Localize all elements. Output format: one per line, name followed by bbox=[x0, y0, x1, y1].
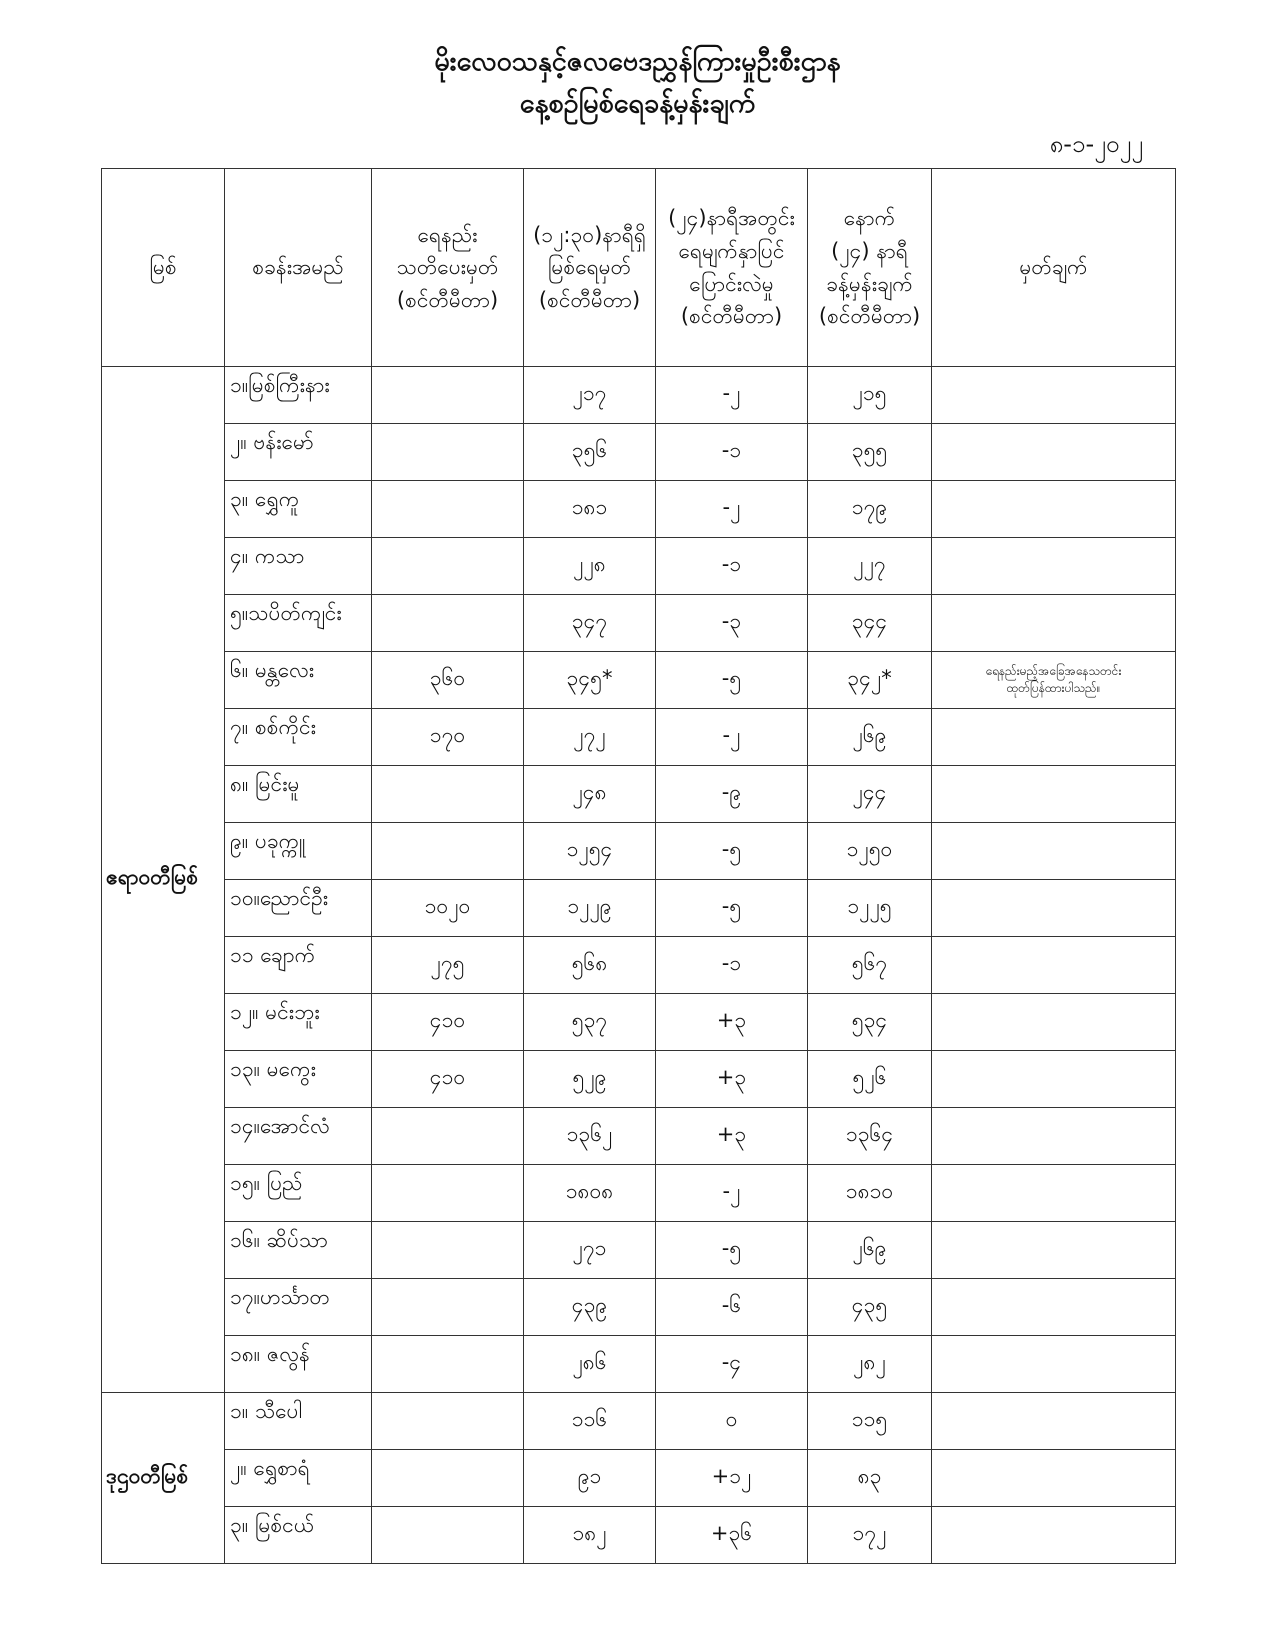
remark bbox=[932, 1222, 1176, 1279]
warning-level: ၂၇၅ bbox=[372, 937, 524, 994]
station-name: ၁၀။ညောင်ဦး bbox=[225, 880, 372, 937]
warning-level bbox=[372, 1336, 524, 1393]
table-row bbox=[102, 1393, 1176, 1450]
warning-level bbox=[372, 1279, 524, 1336]
station-name: ၇။ စစ်ကိုင်း bbox=[225, 709, 372, 766]
remark bbox=[932, 538, 1176, 595]
remark bbox=[932, 1108, 1176, 1165]
remark bbox=[932, 1393, 1176, 1450]
level-change: -၁ bbox=[656, 424, 808, 481]
col-header-remark: မှတ်ချက် bbox=[932, 169, 1176, 367]
remark bbox=[932, 481, 1176, 538]
water-level: ၁၁၆ bbox=[524, 1393, 656, 1450]
water-level: ၁၃၆၂ bbox=[524, 1108, 656, 1165]
water-level: ၁၈၂ bbox=[524, 1507, 656, 1564]
table-row bbox=[102, 1165, 1176, 1222]
level-change: -၅ bbox=[656, 1222, 808, 1279]
level-change: +၃ bbox=[656, 1108, 808, 1165]
table-row bbox=[102, 538, 1176, 595]
remark bbox=[932, 937, 1176, 994]
col-header-forecast: နောက် (၂၄) နာရီ ခန့်မှန်းချက် (စင်တီမီတာ) bbox=[808, 169, 932, 367]
table-row bbox=[102, 994, 1176, 1051]
warning-level bbox=[372, 1222, 524, 1279]
station-name: ၁။ သီပေါ bbox=[225, 1393, 372, 1450]
river-name: ဧရာဝတီမြစ် bbox=[102, 367, 225, 1393]
level-change: -၄ bbox=[656, 1336, 808, 1393]
table-row bbox=[102, 481, 1176, 538]
water-level: ၅၂၉ bbox=[524, 1051, 656, 1108]
warning-level bbox=[372, 1450, 524, 1507]
level-change: +၁၂ bbox=[656, 1450, 808, 1507]
level-change: -၅ bbox=[656, 652, 808, 709]
level-change: +၃၆ bbox=[656, 1507, 808, 1564]
org-title: မိုးလေဝသနှင့်ဇလဗေဒညွှန်ကြားမှုဦးစီးဌာန bbox=[434, 46, 841, 77]
water-level: ၃၄၇ bbox=[524, 595, 656, 652]
table-row bbox=[102, 367, 1176, 424]
station-name: ၁၃။ မကွေး bbox=[225, 1051, 372, 1108]
warning-level bbox=[372, 424, 524, 481]
table-row bbox=[102, 880, 1176, 937]
water-level: ၁၂၂၉ bbox=[524, 880, 656, 937]
remark bbox=[932, 367, 1176, 424]
forecast-level: ၂၁၅ bbox=[808, 367, 932, 424]
warning-level: ၁၀၂၀ bbox=[372, 880, 524, 937]
remark bbox=[932, 766, 1176, 823]
warning-level bbox=[372, 481, 524, 538]
forecast-level: ၁၈၁၀ bbox=[808, 1165, 932, 1222]
remark: ရေနည်းမည့်အခြေအနေသတင်း ထုတ်ပြန်ထားပါသည်။ bbox=[932, 652, 1176, 709]
remark bbox=[932, 1336, 1176, 1393]
table-row bbox=[102, 595, 1176, 652]
forecast-level: ၂၆၉ bbox=[808, 709, 932, 766]
station-name: ၁။မြစ်ကြီးနား bbox=[225, 367, 372, 424]
col-header-station: စခန်းအမည် bbox=[225, 169, 372, 367]
forecast-level: ၃၅၅ bbox=[808, 424, 932, 481]
water-level: ၉၁ bbox=[524, 1450, 656, 1507]
water-level: ၃၄၅* bbox=[524, 652, 656, 709]
forecast-level: ၁၇၂ bbox=[808, 1507, 932, 1564]
table-header-row bbox=[102, 169, 1176, 367]
level-change: -၆ bbox=[656, 1279, 808, 1336]
table-row bbox=[102, 709, 1176, 766]
col-header-water-level: (၁၂:၃၀)နာရီရှိ မြစ်ရေမှတ် (စင်တီမီတာ) bbox=[524, 169, 656, 367]
station-name: ၂။ ရွှေစာရံ bbox=[225, 1450, 372, 1507]
level-change: +၃ bbox=[656, 1051, 808, 1108]
forecast-level: ၈၃ bbox=[808, 1450, 932, 1507]
table-row bbox=[102, 1507, 1176, 1564]
table-row bbox=[102, 1279, 1176, 1336]
table-row bbox=[102, 1051, 1176, 1108]
warning-level bbox=[372, 766, 524, 823]
warning-level bbox=[372, 538, 524, 595]
remark bbox=[932, 1279, 1176, 1336]
remark bbox=[932, 880, 1176, 937]
table-row bbox=[102, 823, 1176, 880]
remark bbox=[932, 994, 1176, 1051]
warning-level bbox=[372, 1165, 524, 1222]
forecast-level: ၅၆၇ bbox=[808, 937, 932, 994]
forecast-level: ၁၂၂၅ bbox=[808, 880, 932, 937]
col-header-change: (၂၄)နာရီအတွင်း ရေမျက်နှာပြင် ပြောင်းလဲမှု (စင်တီမီတာ) bbox=[656, 169, 808, 367]
level-change: -၅ bbox=[656, 823, 808, 880]
water-level: ၁၂၅၄ bbox=[524, 823, 656, 880]
water-level: ၃၅၆ bbox=[524, 424, 656, 481]
remark bbox=[932, 823, 1176, 880]
remark bbox=[932, 1051, 1176, 1108]
warning-level bbox=[372, 823, 524, 880]
station-name: ၃။ ရွှေကူ bbox=[225, 481, 372, 538]
table-row bbox=[102, 652, 1176, 709]
table-row bbox=[102, 1450, 1176, 1507]
water-level: ၂၇၁ bbox=[524, 1222, 656, 1279]
table-row bbox=[102, 1336, 1176, 1393]
table-row bbox=[102, 1222, 1176, 1279]
forecast-level: ၂၂၇ bbox=[808, 538, 932, 595]
forecast-table bbox=[101, 168, 1176, 1564]
forecast-level: ၂၄၄ bbox=[808, 766, 932, 823]
warning-level: ၃၆၀ bbox=[372, 652, 524, 709]
remark bbox=[932, 595, 1176, 652]
forecast-level: ၁၃၆၄ bbox=[808, 1108, 932, 1165]
warning-level bbox=[372, 595, 524, 652]
water-level: ၅၃၇ bbox=[524, 994, 656, 1051]
forecast-level: ၅၂၆ bbox=[808, 1051, 932, 1108]
warning-level bbox=[372, 1507, 524, 1564]
table-row bbox=[102, 1108, 1176, 1165]
water-level: ၂၂၈ bbox=[524, 538, 656, 595]
station-name: ၆။ မန္တလေး bbox=[225, 652, 372, 709]
station-name: ၂။ ဗန်းမော် bbox=[225, 424, 372, 481]
warning-level bbox=[372, 1108, 524, 1165]
station-name: ၃။ မြစ်ငယ် bbox=[225, 1507, 372, 1564]
table-row bbox=[102, 937, 1176, 994]
station-name: ၁၅။ ပြည် bbox=[225, 1165, 372, 1222]
river-name: ဒုဌဝတီမြစ် bbox=[102, 1393, 225, 1564]
level-change: -၁ bbox=[656, 538, 808, 595]
forecast-level: ၃၄၂* bbox=[808, 652, 932, 709]
report-date: ၈-၁-၂၀၂၂ bbox=[1049, 130, 1143, 158]
warning-level bbox=[372, 367, 524, 424]
station-name: ၁၂။ မင်းဘူး bbox=[225, 994, 372, 1051]
water-level: ၄၃၉ bbox=[524, 1279, 656, 1336]
level-change: -၉ bbox=[656, 766, 808, 823]
forecast-level: ၁၇၉ bbox=[808, 481, 932, 538]
forecast-level: ၁၁၅ bbox=[808, 1393, 932, 1450]
remark bbox=[932, 1507, 1176, 1564]
table-row bbox=[102, 424, 1176, 481]
station-name: ၁၇။ဟင်္သာတ bbox=[225, 1279, 372, 1336]
level-change: -၂ bbox=[656, 709, 808, 766]
level-change: -၃ bbox=[656, 595, 808, 652]
remark bbox=[932, 1165, 1176, 1222]
level-change: -၂ bbox=[656, 481, 808, 538]
water-level: ၂၈၆ bbox=[524, 1336, 656, 1393]
water-level: ၁၈၀၈ bbox=[524, 1165, 656, 1222]
forecast-level: ၅၃၄ bbox=[808, 994, 932, 1051]
level-change: +၃ bbox=[656, 994, 808, 1051]
level-change: ၀ bbox=[656, 1393, 808, 1450]
water-level: ၁၈၁ bbox=[524, 481, 656, 538]
forecast-level: ၂၈၂ bbox=[808, 1336, 932, 1393]
water-level: ၅၆၈ bbox=[524, 937, 656, 994]
water-level: ၂၄၈ bbox=[524, 766, 656, 823]
station-name: ၅။သပိတ်ကျင်း bbox=[225, 595, 372, 652]
remark bbox=[932, 424, 1176, 481]
station-name: ၈။ မြင်းမူ bbox=[225, 766, 372, 823]
col-header-warning-level: ရေနည်း သတိပေးမှတ် (စင်တီမီတာ) bbox=[372, 169, 524, 367]
station-name: ၁၄။အောင်လံ bbox=[225, 1108, 372, 1165]
table-body bbox=[102, 367, 1176, 1564]
warning-level bbox=[372, 1393, 524, 1450]
forecast-level: ၃၄၄ bbox=[808, 595, 932, 652]
station-name: ၁၁ ချောက် bbox=[225, 937, 372, 994]
warning-level: ၁၇၀ bbox=[372, 709, 524, 766]
remark bbox=[932, 1450, 1176, 1507]
station-name: ၉။ ပခုက္ကူ bbox=[225, 823, 372, 880]
station-name: ၁၆။ ဆိပ်သာ bbox=[225, 1222, 372, 1279]
forecast-level: ၄၃၅ bbox=[808, 1279, 932, 1336]
forecast-level: ၁၂၅၀ bbox=[808, 823, 932, 880]
col-header-river: မြစ် bbox=[102, 169, 225, 367]
document-title: နေ့စဉ်မြစ်ရေခန့်မှန်းချက် bbox=[519, 88, 756, 119]
forecast-level: ၂၆၉ bbox=[808, 1222, 932, 1279]
level-change: -၁ bbox=[656, 937, 808, 994]
level-change: -၂ bbox=[656, 1165, 808, 1222]
warning-level: ၄၁၀ bbox=[372, 994, 524, 1051]
table-row bbox=[102, 766, 1176, 823]
station-name: ၁၈။ ဇလွန် bbox=[225, 1336, 372, 1393]
water-level: ၂၁၇ bbox=[524, 367, 656, 424]
warning-level: ၄၁၀ bbox=[372, 1051, 524, 1108]
station-name: ၄။ ကသာ bbox=[225, 538, 372, 595]
level-change: -၅ bbox=[656, 880, 808, 937]
water-level: ၂၇၂ bbox=[524, 709, 656, 766]
remark bbox=[932, 709, 1176, 766]
level-change: -၂ bbox=[656, 367, 808, 424]
